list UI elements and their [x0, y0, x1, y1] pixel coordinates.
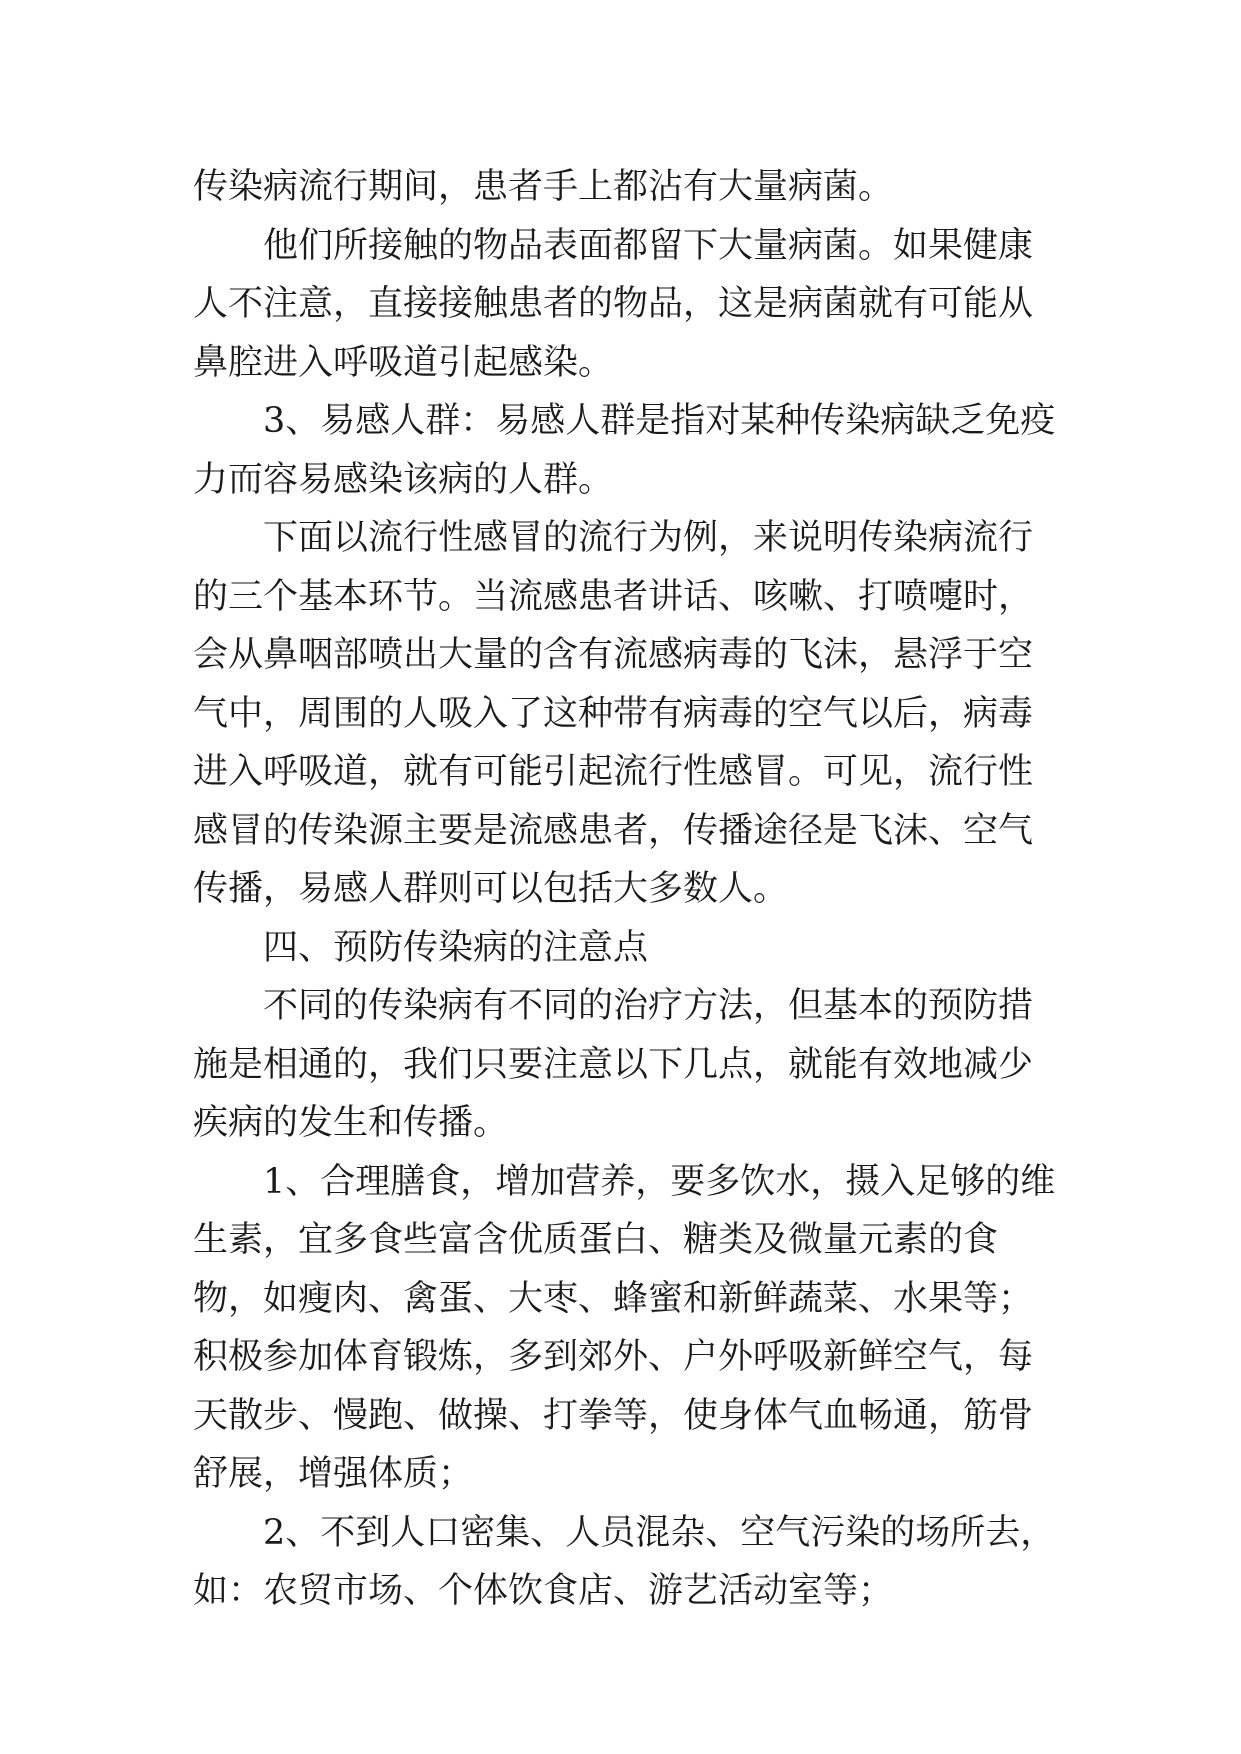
- paragraph: 传染病流行期间，患者手上都沾有大量病菌。: [193, 167, 894, 207]
- paragraph: 下面以流行性感冒的流行为例，来说明传染病流行的三个基本环节。当流感患者讲话、咳嗽、打喷嚏时，会从鼻咽部喷出大量的含有流感病毒的飞沫，悬浮于空气中，周围的人吸入了这种带有病毒的空气以后，病毒进入呼吸道，就有可能引起流行性感冒。可见，流行性感冒的传染源主要是流感患者，传播途径是飞沫、空气传播，易感人群则可以包括大多数人。: [193, 518, 1034, 909]
- paragraph: 1、合理膳食，增加营养，要多饮水，摄入足够的维生素，宜多食些富含优质蛋白、糖类及微量元素的食物，如瘦肉、禽蛋、大枣、蜂蜜和新鲜蔬菜、水果等；积极参加体育锻炼，多到郊外、户外呼吸新鲜空气，每天散步、慢跑、做操、打拳等，使身体气血畅通，筋骨舒展，增强体质；: [193, 1161, 1056, 1494]
- paragraph: 2、不到人口密集、人员混杂、空气污染的场所去，如：农贸市场、个体饮食店、游艺活动室等；: [193, 1512, 1056, 1611]
- paragraph: 不同的传染病有不同的治疗方法，但基本的预防措施是相通的，我们只要注意以下几点，就能有效地减少疾病的发生和传播。: [193, 986, 1034, 1143]
- document-body: [193, 158, 1063, 1621]
- section-heading: 四、预防传染病的注意点: [263, 927, 649, 968]
- paragraph: 3、易感人群：易感人群是指对某种传染病缺乏免疫力而容易感染该病的人群。: [193, 401, 1056, 500]
- paragraph: 他们所接触的物品表面都留下大量病菌。如果健康人不注意，直接接触患者的物品，这是病菌就有可能从鼻腔进入呼吸道引起感染。: [193, 225, 1034, 383]
